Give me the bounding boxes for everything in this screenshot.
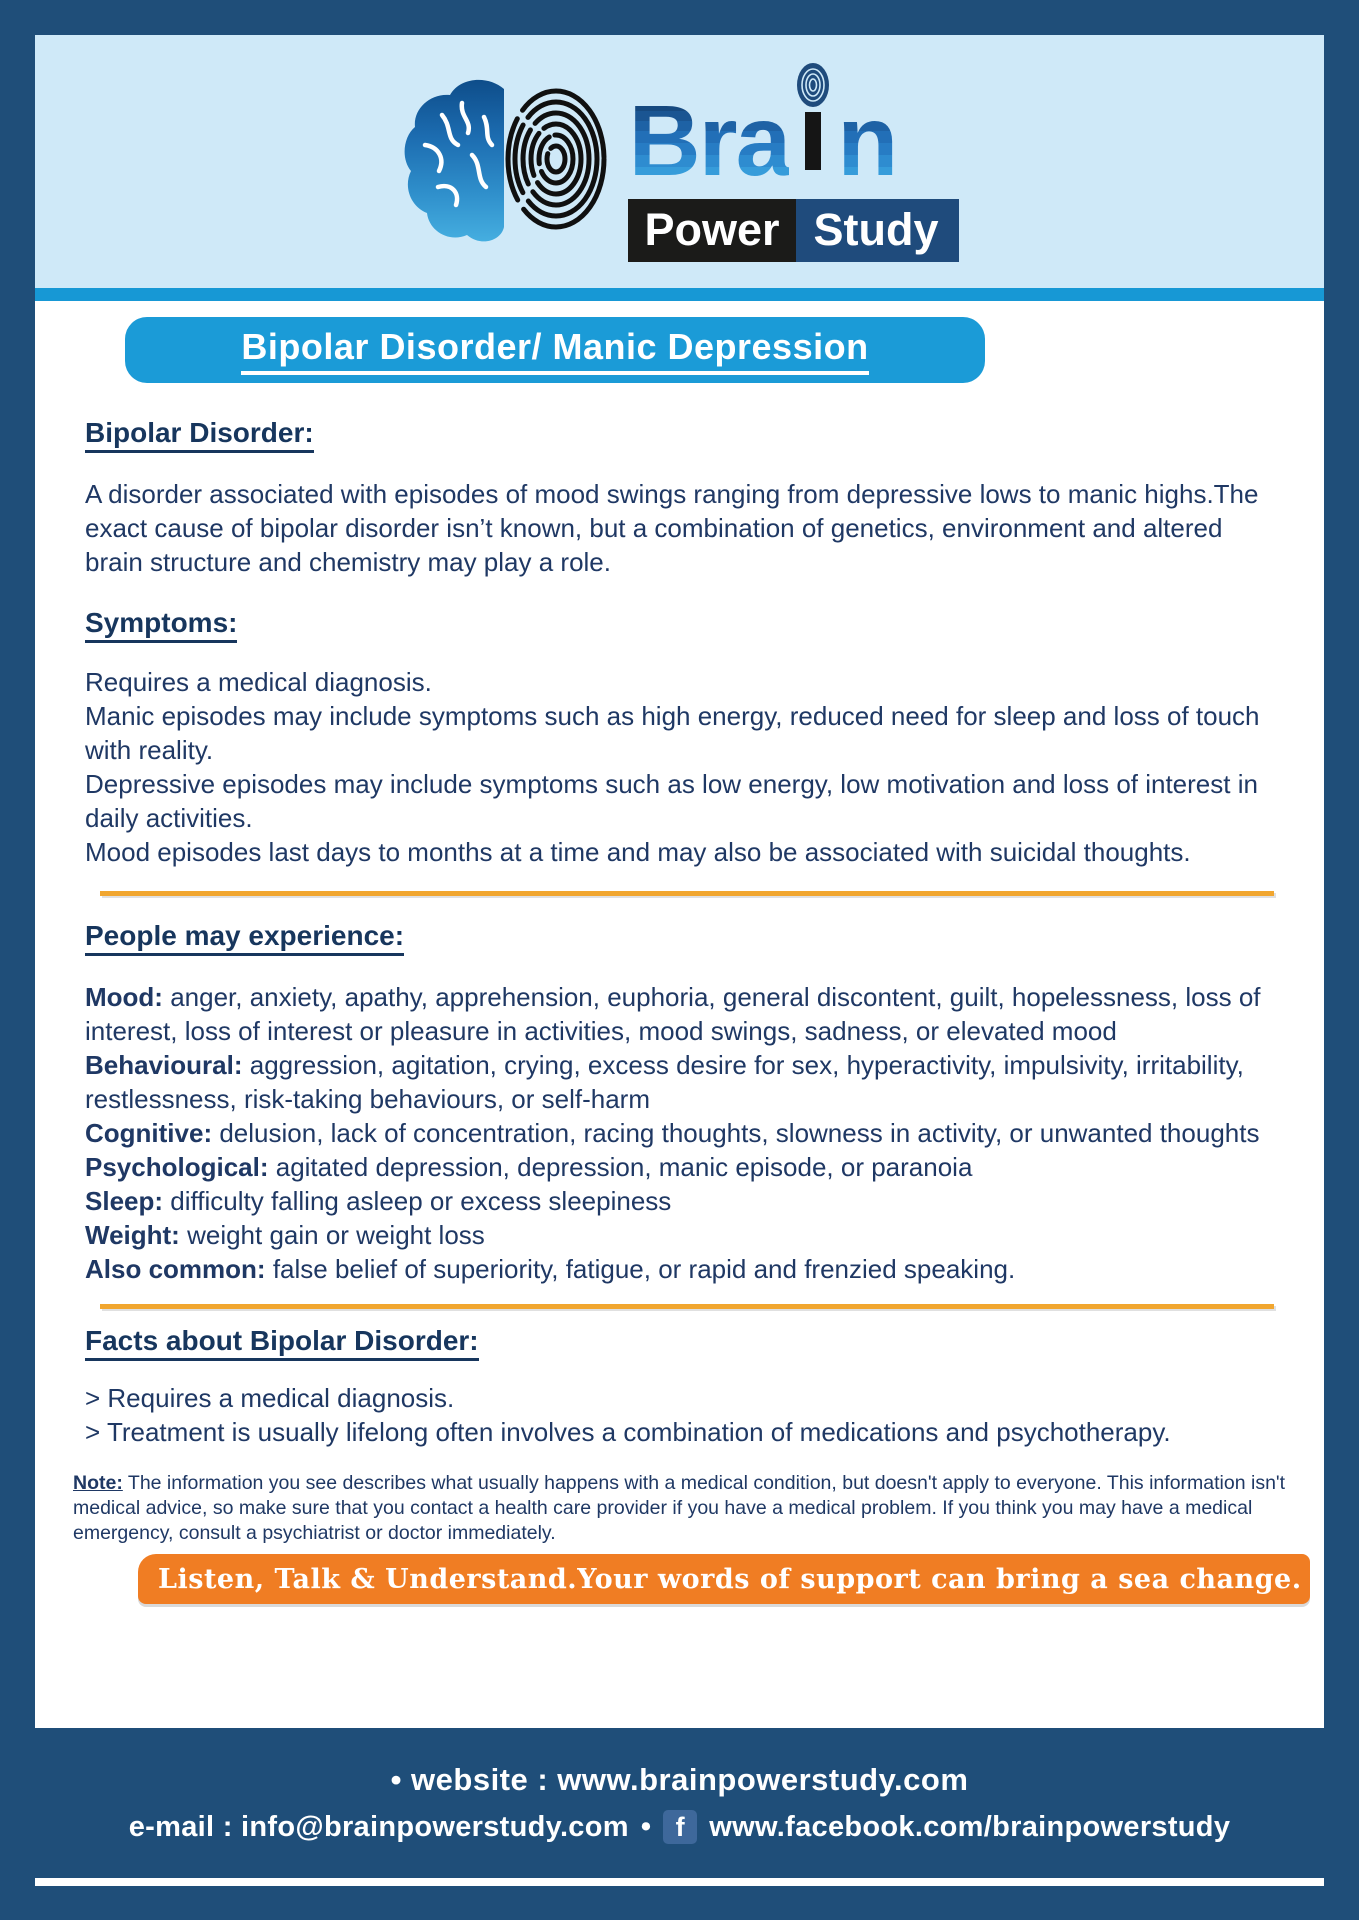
orange-divider [100,891,1274,896]
section-heading-bipolar: Bipolar Disorder: [85,417,1284,449]
experience-item: Sleep: difficulty falling asleep or excess sleepiness [85,1186,672,1216]
footer-contact-row [129,1810,1231,1844]
note-text: The information you see describes what usually happens with a medical condition, but doesn't apply to everyone. This information isn't medical advice, so make sure that you contact a health care provider if you have a medical problem. If you think you may have a medical emergency, consult a psychiatrist or doctor immediately. [73,1472,1286,1544]
bipolar-paragraph: A disorder associated with episodes of mood swings ranging from depressive lows to manic highs.The exact cause of bipolar disorder isn’t known, but a combination of genetics, environment and altered brain structure and chemistry may play a role. [85,479,1259,577]
brand-wordmark [628,62,958,262]
facts-list [85,1381,1284,1449]
footer-facebook-url: www.facebook.com/brainpowerstudy [709,1810,1231,1843]
symptoms-line: Depressive episodes may include symptoms such as low energy, low motivation and loss of interest in daily activities. [85,769,1258,833]
brand-letter-i [796,62,830,170]
experience-item: Mood: anger, anxiety, apathy, apprehension, euphoria, general discontent, guilt, hopelessness, loss of interest, loss of interest or pleasure in activities, mood swings, sadness, or elevated mood [85,982,1261,1046]
facebook-icon: f [663,1810,697,1844]
support-banner-text: Listen, Talk & Understand.Your words of support can bring a sea change. [158,1563,1302,1595]
section-heading-facts: Facts about Bipolar Disorder: [85,1325,1284,1357]
poster-inner [35,35,1324,1886]
fingerprint-dot-icon [796,62,830,108]
brand-subtitle [628,199,958,262]
footer-website: • website : www.brainpowerstudy.com [390,1762,969,1797]
experience-item: Cognitive: delusion, lack of concentration, racing thoughts, slowness in activity, or unwanted thoughts [85,1118,1260,1148]
experience-item: Psychological: agitated depression, depression, manic episode, or paranoia [85,1152,973,1182]
header-accent-stripe [35,288,1324,301]
header [35,35,1324,288]
note-label: Note: [73,1472,123,1494]
experience-item: Behavioural: aggression, agitation, crying, excess desire for sex, hyperactivity, impulsivity, irritability, restlessness, risk-taking behaviours, or self-harm [85,1050,1244,1114]
symptoms-line: Requires a medical diagnosis. [85,667,432,697]
section-heading-experience: People may experience: [85,920,1284,952]
fact-line: > Requires a medical diagnosis. [85,1383,455,1413]
brain-fingerprint-icon [400,73,612,250]
brand-part2: n [837,84,897,197]
support-banner [138,1554,1310,1604]
experience-item: Weight: weight gain or weight loss [85,1220,485,1250]
study-badge: Study [796,199,959,262]
section-heading-symptoms: Symptoms: [85,607,1284,639]
note-paragraph [73,1471,1289,1546]
experience-item: Also common: false belief of superiority, fatigue, or rapid and frenzied speaking. [85,1254,1016,1284]
footer [35,1728,1324,1878]
brand-i-stem [805,112,821,170]
symptoms-line: Mood episodes last days to months at a time and may also be associated with suicidal thoughts. [85,837,1191,867]
title-banner [125,317,985,383]
brand-name [628,62,897,197]
symptoms-paragraph [85,665,1284,869]
main-content [35,301,1324,1728]
footer-separator: • [640,1810,652,1843]
power-badge: Power [628,199,795,262]
footer-email: e-mail : info@brainpowerstudy.com [128,1810,629,1843]
page-title: Bipolar Disorder/ Manic Depression [241,326,868,375]
brand-logo [400,62,958,262]
fact-line: > Treatment is usually lifelong often involves a combination of medications and psychotherapy. [85,1417,1171,1447]
orange-divider [100,1304,1274,1309]
experience-list [85,980,1284,1286]
symptoms-line: Manic episodes may include symptoms such as high energy, reduced need for sleep and loss of touch with reality. [85,701,1260,765]
brand-part1: Bra [628,84,790,197]
